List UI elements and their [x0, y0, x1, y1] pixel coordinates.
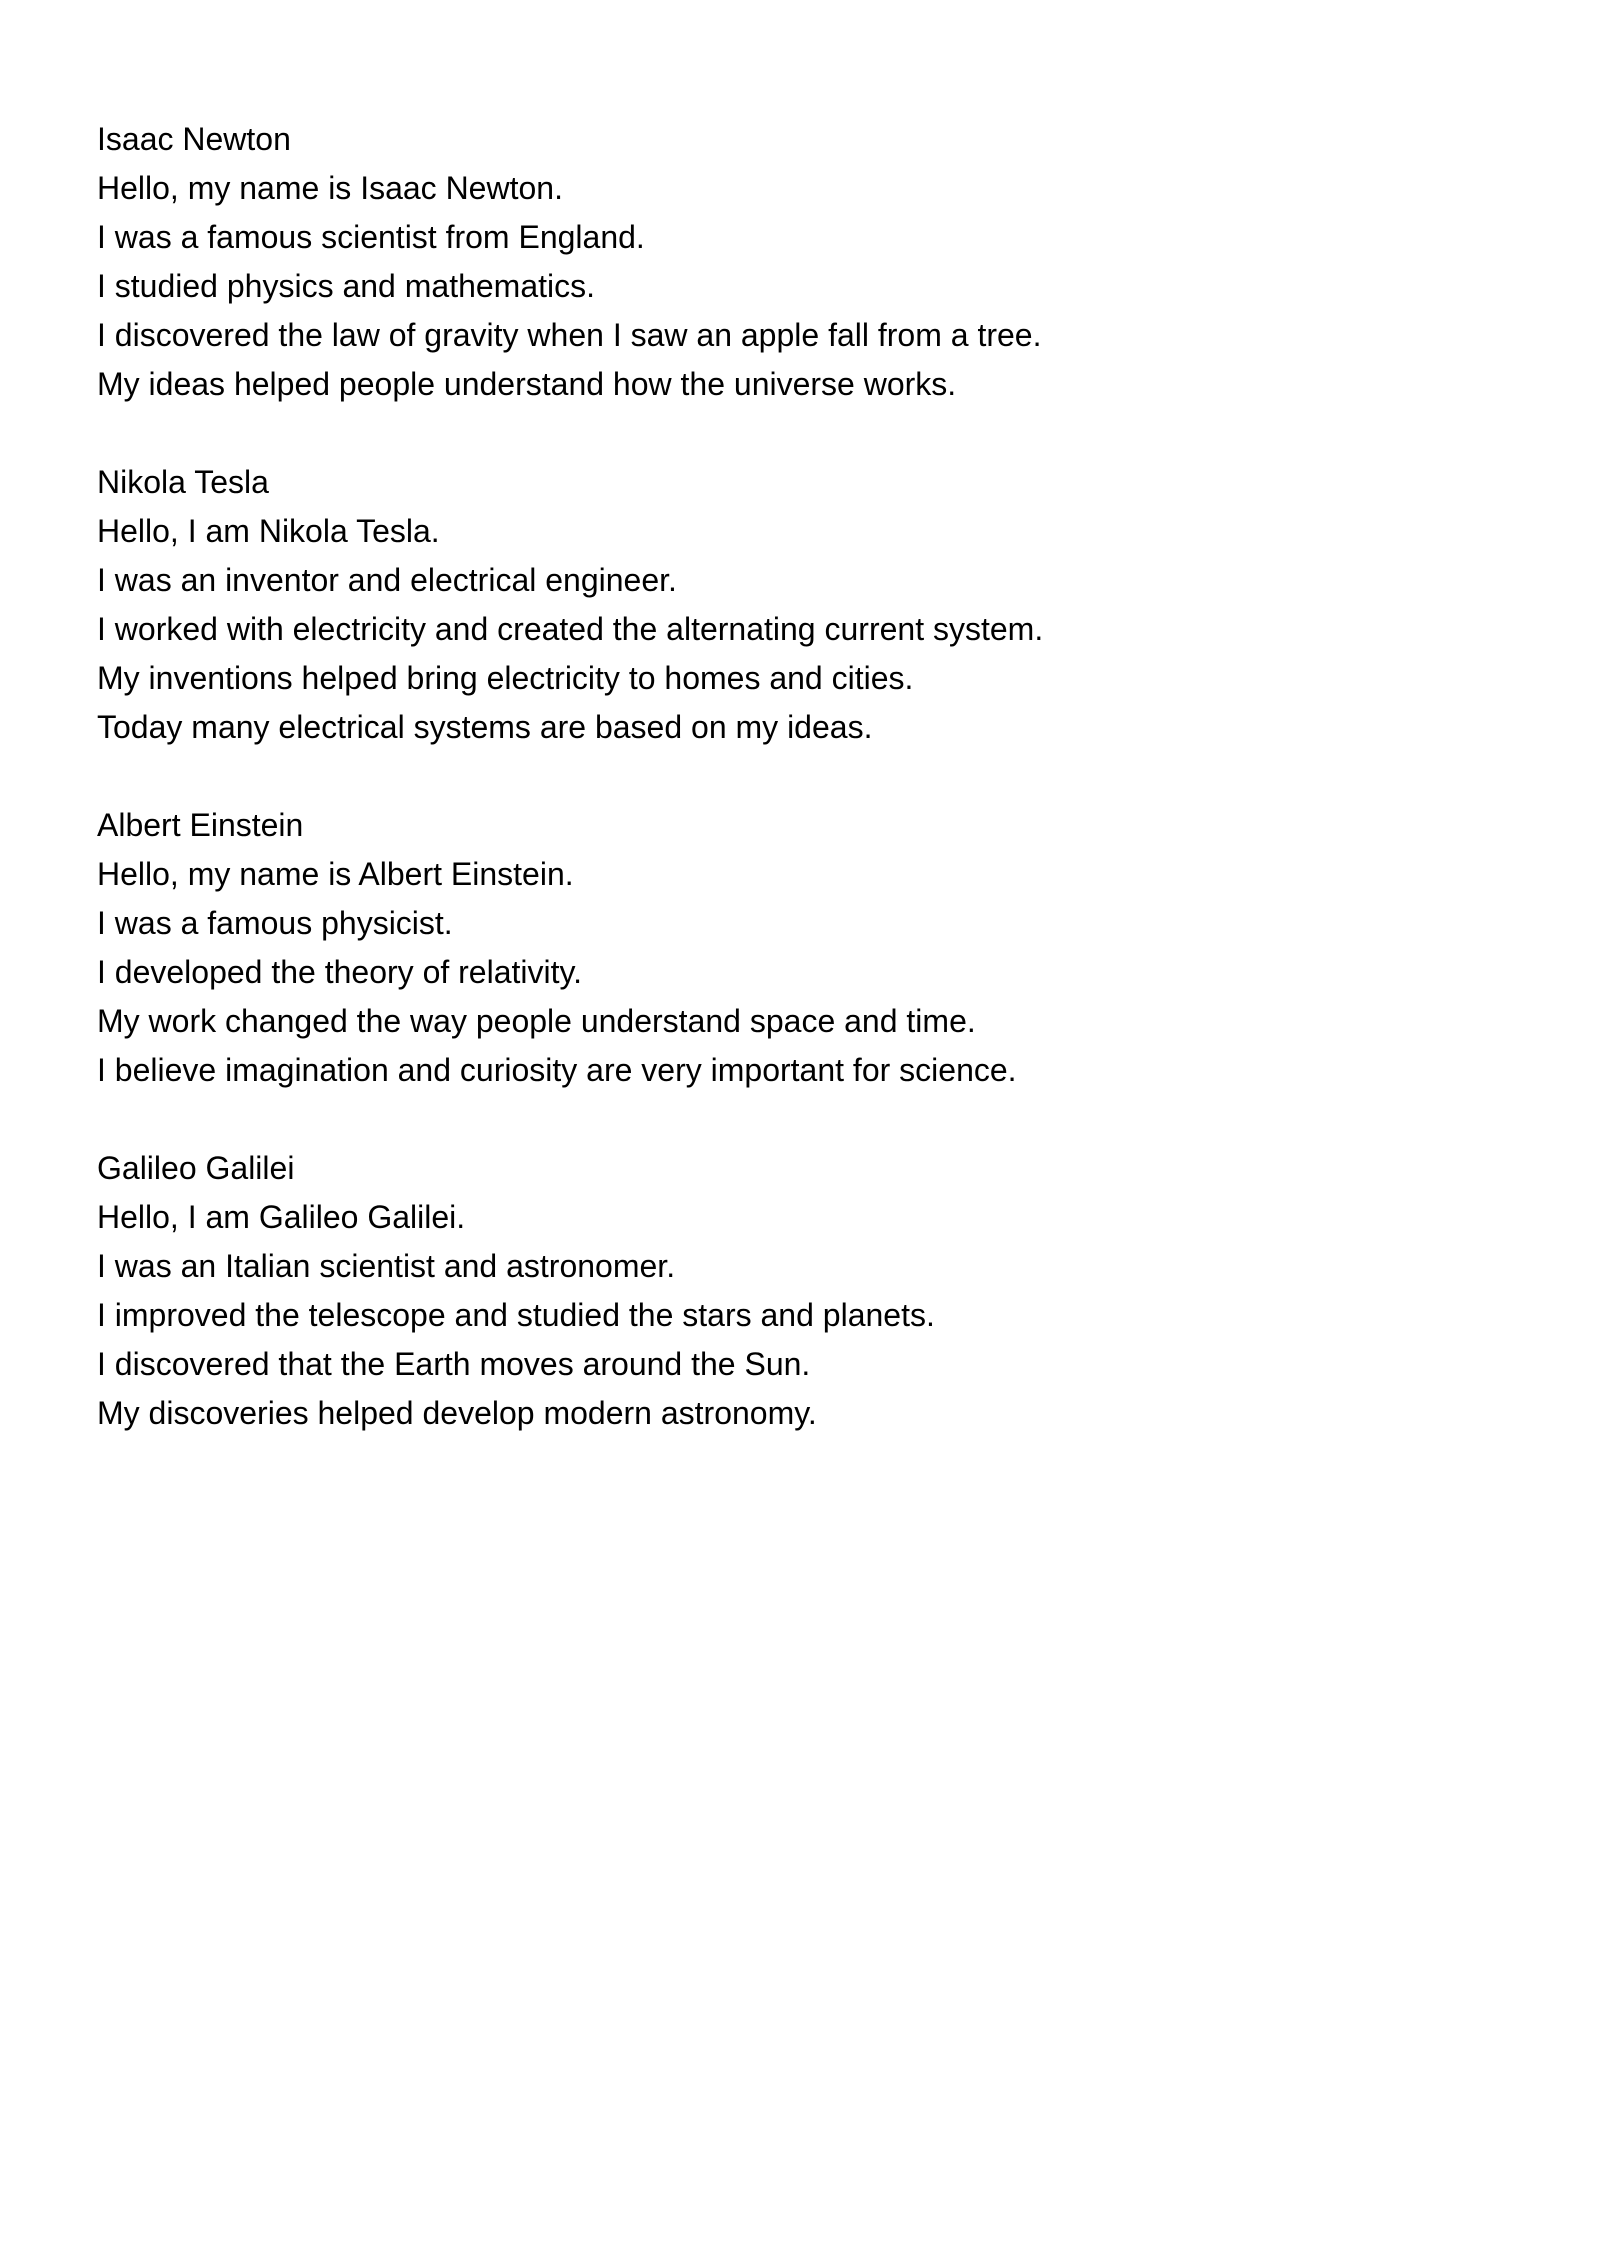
text-line: My inventions helped bring electricity to homes and cities. — [97, 660, 914, 696]
text-line: Hello, I am Galileo Galilei. — [97, 1199, 466, 1235]
text-line: My ideas helped people understand how the universe works. — [97, 366, 957, 402]
section-isaac-newton — [97, 115, 1497, 409]
text-line: Hello, my name is Albert Einstein. — [97, 856, 574, 892]
section-title: Isaac Newton — [97, 121, 291, 157]
text-line: Hello, I am Nikola Tesla. — [97, 513, 440, 549]
text-line: Hello, my name is Isaac Newton. — [97, 170, 563, 206]
section-nikola-tesla — [97, 458, 1497, 752]
text-line: I believe imagination and curiosity are very important for science. — [97, 1052, 1017, 1088]
text-line: I was a famous scientist from England. — [97, 219, 645, 255]
section-title: Nikola Tesla — [97, 464, 269, 500]
document-body — [97, 115, 1497, 1487]
text-line: I worked with electricity and created the alternating current system. — [97, 611, 1044, 647]
text-line: I was an inventor and electrical engineer. — [97, 562, 677, 598]
text-line: I improved the telescope and studied the stars and planets. — [97, 1297, 935, 1333]
text-line: I was an Italian scientist and astronomer. — [97, 1248, 676, 1284]
text-line: I developed the theory of relativity. — [97, 954, 583, 990]
text-line: I discovered the law of gravity when I saw an apple fall from a tree. — [97, 317, 1042, 353]
text-line: My work changed the way people understand space and time. — [97, 1003, 976, 1039]
section-albert-einstein — [97, 801, 1497, 1095]
text-line: I studied physics and mathematics. — [97, 268, 596, 304]
section-title: Albert Einstein — [97, 807, 304, 843]
section-title: Galileo Galilei — [97, 1150, 295, 1186]
text-line: My discoveries helped develop modern astronomy. — [97, 1395, 817, 1431]
section-galileo-galilei — [97, 1144, 1497, 1438]
text-line: I discovered that the Earth moves around the Sun. — [97, 1346, 811, 1382]
text-line: Today many electrical systems are based on my ideas. — [97, 709, 873, 745]
text-line: I was a famous physicist. — [97, 905, 453, 941]
